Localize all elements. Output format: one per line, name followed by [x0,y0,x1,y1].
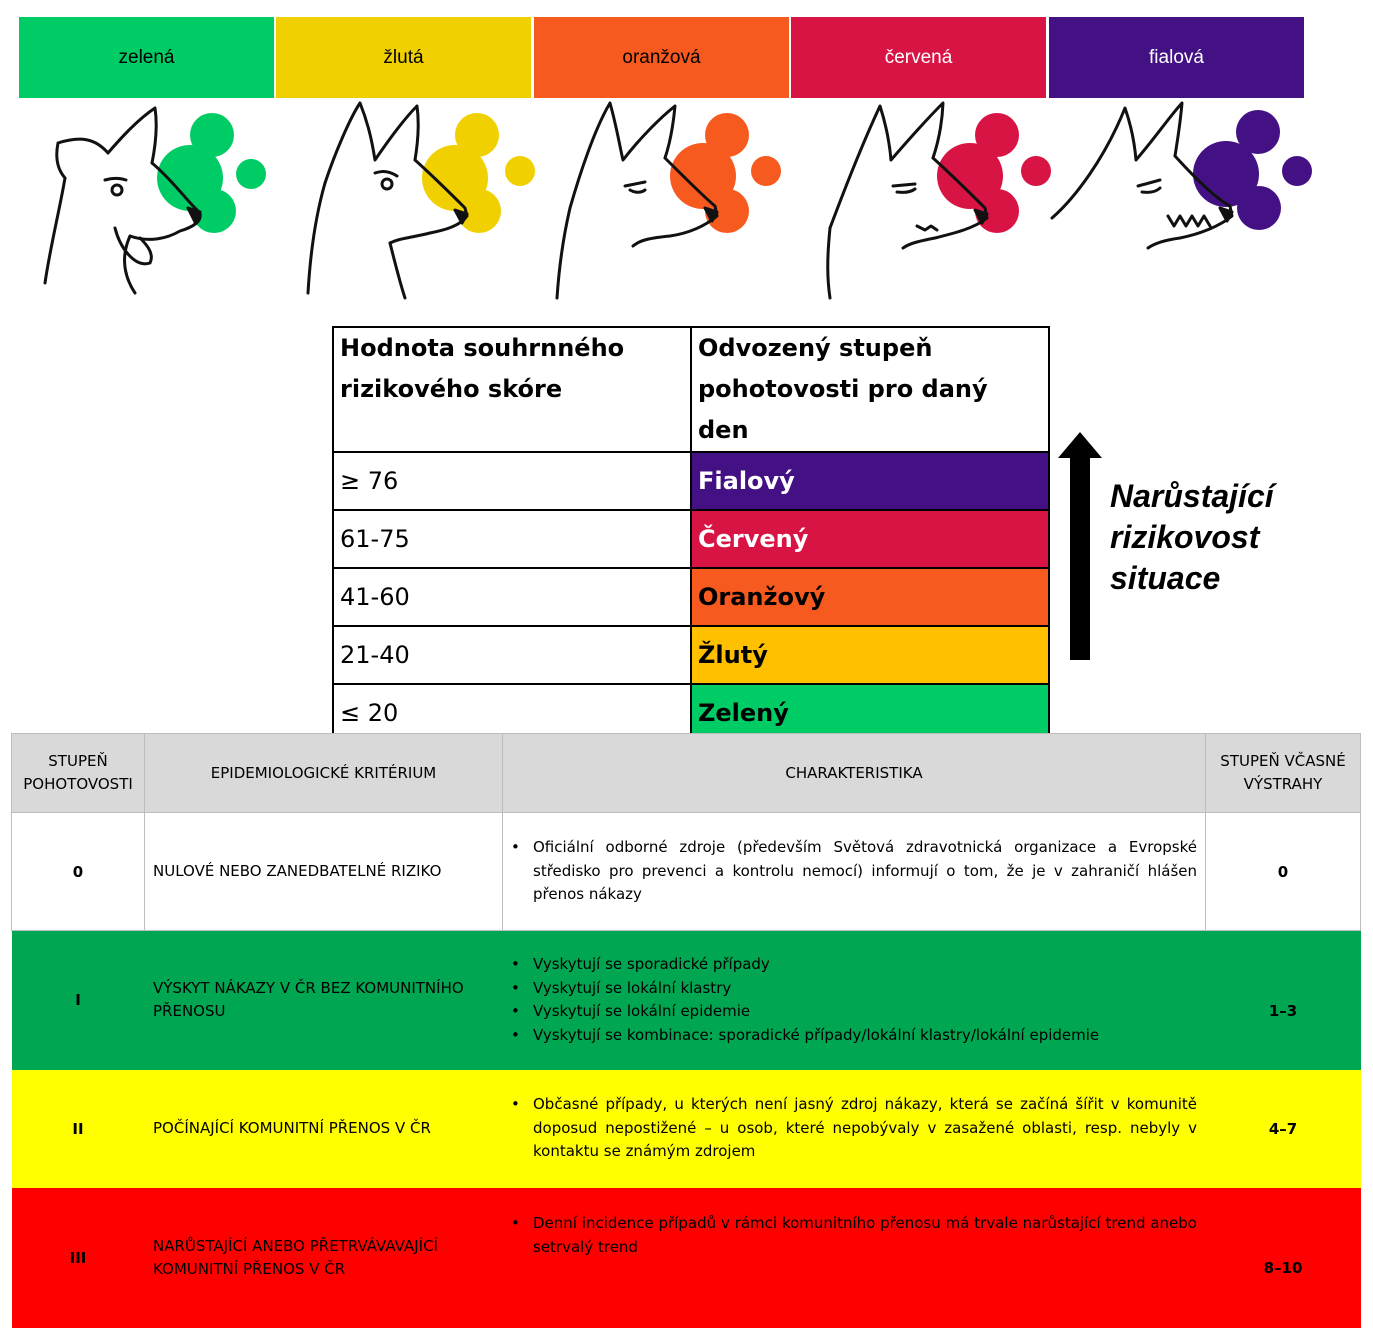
criterion-cell: VÝSKYT NÁKAZY V ČR BEZ KOMUNITNÍHO PŘENOSU [153,979,464,1020]
level-cell: Fialový [691,452,1049,510]
score-cell: ≥ 76 [333,452,691,510]
header-line: VÝSTRAHY [1243,775,1323,793]
score-header [333,327,691,452]
header-characteristics: CHARAKTERISTIKA [503,734,1206,813]
watchful-dog-icon [555,98,825,303]
warning-cell: 0 [1206,813,1361,931]
level-cell: I [75,991,81,1009]
score-cell: 41-60 [333,568,691,626]
bullet-item: • Oficiální odborné zdroje (především Světová zdravotnická organizace a Evropské středisko pro prevenci a kontrolu nemocí) informují o tom, že je v zahraničí hlášen přenos nákazy [533,836,1197,907]
header-line: STUPEŇ VČASNÉ [1220,752,1346,770]
bullet-item: • Vyskytují se lokální epidemie [533,1000,1197,1024]
legend-red [791,17,1046,98]
level-cell: III [69,1248,87,1267]
alert-row-3 [12,1188,1361,1328]
bullet-item: • Vyskytují se sporadické případy [533,953,1197,977]
level-header [691,327,1049,452]
header-level [12,734,145,813]
legend-green [19,17,274,98]
alert-row-0 [12,813,1361,931]
score-cell: ≤ 20 [333,684,691,742]
header-line: POHOTOVOSTI [23,775,133,793]
legend-orange [534,17,789,98]
level-cell: Červený [691,510,1049,568]
alert-table-header [12,734,1361,813]
dog-illustrations [0,98,1373,303]
level-cell: II [72,1119,84,1138]
legend-label: zelená [118,46,175,68]
warning-cell: 8–10 [1263,1259,1303,1277]
legend-label: žlutá [383,46,424,68]
score-cell: 21-40 [333,626,691,684]
snarling-dog-icon [1050,98,1320,303]
trend-line: Narůstající [1110,478,1274,514]
header-line: Odvozený stupeň [698,334,933,362]
header-criterion: EPIDEMIOLOGICKÉ KRITÉRIUM [145,734,503,813]
header-line: rizikového skóre [340,375,563,403]
up-arrow-icon [1058,432,1102,662]
level-cell: Zelený [691,684,1049,742]
level-cell: Oranžový [691,568,1049,626]
bullet-item: • Vyskytují se lokální klastry [533,977,1197,1001]
warning-cell: 1–3 [1268,1001,1298,1020]
legend-yellow [276,17,531,98]
score-row [333,626,1049,684]
header-line: Hodnota souhrnného [340,334,625,362]
characteristics-cell [503,931,1206,1070]
bullet-item: • Denní incidence případů v rámci komunitního přenosu má trvale narůstající trend anebo setrvalý trend [533,1212,1197,1259]
trend-label [1110,476,1340,599]
legend-label: oranžová [622,46,701,68]
header-line: STUPEŇ [48,752,108,770]
score-row [333,568,1049,626]
trend-line: rizikovost [1110,519,1260,555]
characteristics-cell [503,1188,1206,1328]
score-table-header [333,327,1049,452]
characteristics-cell [503,813,1206,931]
alert-row-2 [12,1070,1361,1188]
characteristics-cell [503,1070,1206,1188]
alert-row-1 [12,931,1361,1070]
criterion-cell: POČÍNAJÍCÍ KOMUNITNÍ PŘENOS V ČR [153,1119,431,1137]
score-row [333,510,1049,568]
legend-label: fialová [1149,46,1204,68]
trend-line: situace [1110,560,1221,596]
bullet-item: • Vyskytují se kombinace: sporadické případy/lokální klastry/lokální epidemie [533,1024,1197,1048]
legend-label: červená [884,46,953,68]
level-cell: Žlutý [691,626,1049,684]
legend-purple [1049,17,1304,98]
warning-cell: 4–7 [1268,1119,1298,1138]
color-legend [19,17,1305,98]
alert-table [11,733,1361,1328]
level-cell: 0 [12,813,145,931]
alert-dog-icon [305,98,575,303]
score-table [332,326,1050,743]
header-line: pohotovosti pro daný den [698,375,988,444]
score-cell: 61-75 [333,510,691,568]
criterion-cell: NULOVÉ NEBO ZANEDBATELNÉ RIZIKO [145,813,503,931]
criterion-cell: NARŮSTAJÍCÍ ANEBO PŘETRVÁVAVAJÍCÍ KOMUNITNÍ PŘENOS V ČR [153,1236,438,1278]
score-row [333,452,1049,510]
bullet-item: • Občasné případy, u kterých není jasný zdroj nákazy, která se začíná šířit v komunitě doposud nepostižené – u osob, které nepobývaly v zasažené oblasti, resp. nebyly v kontaktu se známým zdrojem [533,1093,1197,1164]
header-warning [1206,734,1361,813]
calm-dog-icon [40,98,310,303]
